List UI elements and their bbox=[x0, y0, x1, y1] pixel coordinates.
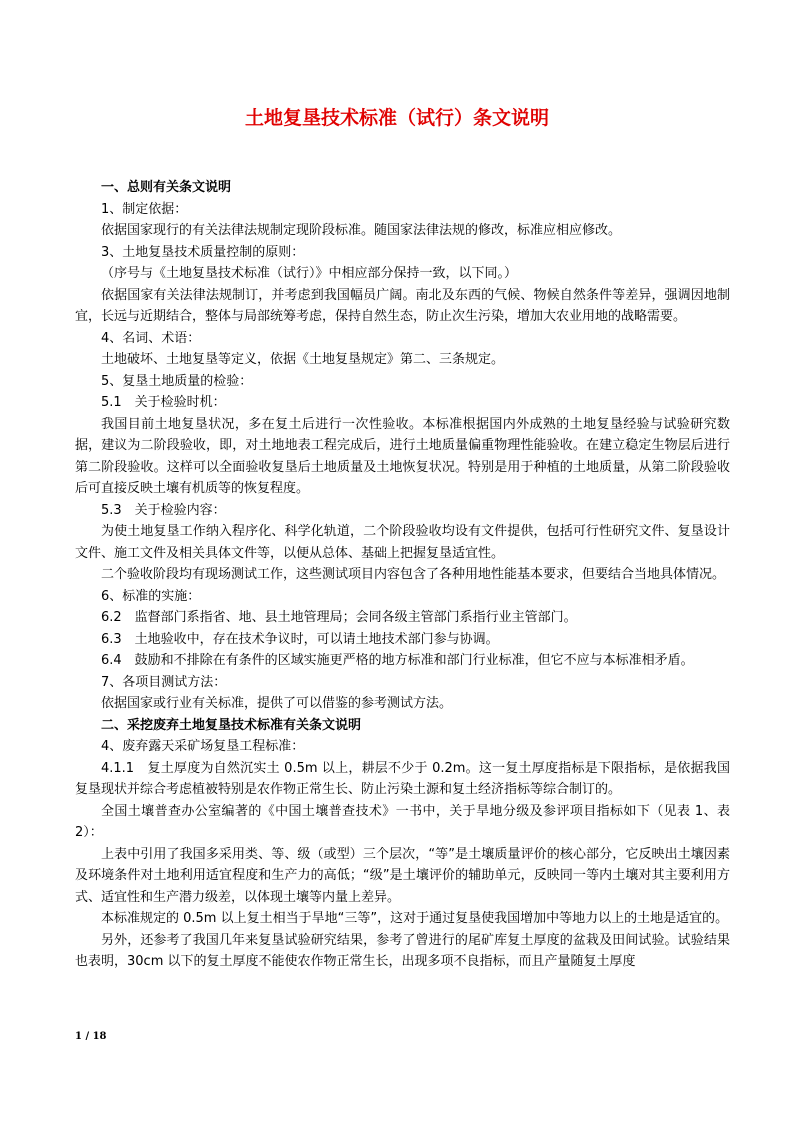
paragraph: 6、标准的实施： bbox=[101, 588, 201, 604]
paragraph: 5.3 关于检验内容： bbox=[101, 502, 226, 518]
paragraph: 3、土地复垦技术质量控制的原则： bbox=[101, 244, 305, 260]
paragraph: 二个验收阶段均有现场测试工作，这些测试项目内容包含了各种用地性能基本要求，但要结合当地具体情况。 bbox=[101, 567, 726, 582]
paragraph: 依据国家现行的有关法律法规制定现阶段标准。随国家法律法规的修改，标准应相应修改。 bbox=[101, 223, 622, 238]
paragraph: 6.3 土地验收中，存在技术争议时，可以请土地技术部门参与协调。 bbox=[101, 631, 499, 647]
page-number: 1 / 18 bbox=[75, 1031, 107, 1042]
section-heading: 二、采挖废弃土地复垦技术标准有关条文说明 bbox=[101, 717, 362, 733]
paragraph: 5.1 关于检验时机： bbox=[101, 395, 226, 410]
paragraph: 4、名词、术语： bbox=[101, 330, 201, 346]
paragraph: 上表中引用了我国多采用类、等、级（或型）三个层次，“等”是土壤质量评价的核心部分，它反映出土壤因素及环境条件对土地利用适宜程度和生产力的高低；“级”是土壤评价的辅助单元，反映同一等内土壤对其主要利用方式、适宜性和生产潜力级差，以体现土壤等内量上差异。 bbox=[75, 846, 730, 905]
paragraph: 为使土地复垦工作纳入程序化、科学化轨道，二个阶段验收均设有文件提供，包括可行性研究文件、复垦设计文件、施工文件及相关具体文件等，以便从总体、基础上把握复垦适宜性。 bbox=[75, 524, 730, 561]
paragraph: 1、制定依据： bbox=[101, 201, 188, 217]
paragraph: 依据国家或行业有关标准，提供了可以借鉴的参考测试方法。 bbox=[101, 696, 453, 711]
paragraph: 6.4 鼓励和不排除在有条件的区域实施更严格的地方标准和部门行业标准，但它不应与本标准相矛盾。 bbox=[101, 653, 694, 668]
paragraph: 另外，还参考了我国几年来复垦试验研究结果，参考了曾进行的尾矿库复土厚度的盆栽及田间试验。试验结果也表明，30cm 以下的复土厚度不能使农作物正常生长，出现多项不良指标，而且产量随复土厚度 bbox=[75, 932, 730, 969]
section-heading: 一、总则有关条文说明 bbox=[101, 180, 232, 195]
paragraph: 我国目前土地复垦状况，多在复土后进行一次性验收。本标准根据国内外成熟的土地复垦经验与试验研究数据，建议为二阶段验收，即，对土地地表工程完成后，进行土地质量偏重物理性能验收。在建立稳定生物层后进行第二阶段验收。这样可以全面验收复垦后土地质量及土地恢复状况。特别是用于种植的土地质量，从第二阶段验收后可直接反映土壤有机质等的恢复程度。 bbox=[75, 416, 730, 496]
paragraph: 6.2 监督部门系指省、地、县土地管理局；会同各级主管部门系指行业主管部门。 bbox=[101, 610, 577, 625]
paragraph: 全国土壤普查办公室编著的《中国土壤普查技术》一书中，关于旱地分级及参评项目指标如下（见表 1、表 2）： bbox=[75, 803, 730, 840]
document-title: 土地复垦技术标准（试行）条文说明 bbox=[244, 107, 549, 129]
paragraph: 5、复垦土地质量的检验： bbox=[101, 373, 253, 389]
paragraph: 4、废弃露天采矿场复垦工程标准： bbox=[101, 739, 305, 754]
paragraph: 土地破坏、土地复垦等定义，依据《土地复垦规定》第二、三条规定。 bbox=[101, 352, 505, 367]
paragraph: 4.1.1 复土厚度为自然沉实土 0.5m 以上，耕层不少于 0.2m。这一复土厚度指标是下限指标，是依据我国复垦现状并综合考虑植被特别是农作物正常生长、防止污染土源和复土经济指标等综合制订的。 bbox=[75, 760, 730, 797]
paragraph: 依据国家有关法律法规制订，并考虑到我国幅员广阔。南北及东西的气候、物候自然条件等差异，强调因地制宜，长远与近期结合，整体与局部统筹考虑，保持自然生态，防止次生污染，增加大农业用地的战略需要。 bbox=[75, 287, 730, 324]
document-body bbox=[75, 177, 730, 973]
paragraph: 7、各项目测试方法： bbox=[101, 674, 227, 690]
paragraph: （序号与《土地复垦技术标准（试行）》中相应部分保持一致，以下同。） bbox=[101, 266, 518, 281]
paragraph: 本标准规定的 0.5m 以上复土相当于旱地“三等”，这对于通过复垦使我国增加中等地力以上的土地是适宜的。 bbox=[101, 911, 729, 926]
